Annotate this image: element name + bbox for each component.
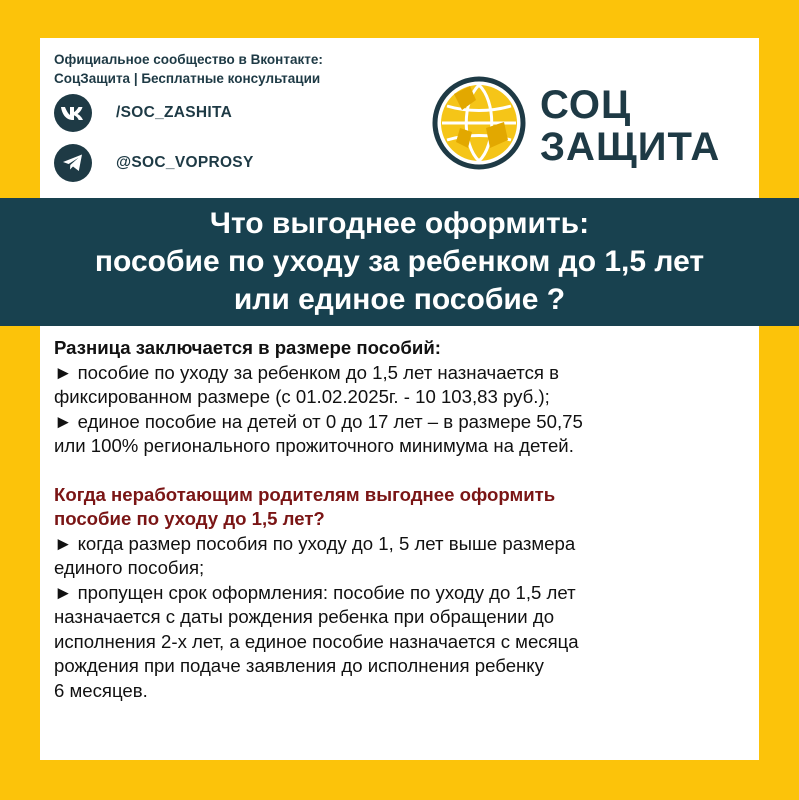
- section-2-line: ► когда размер пособия по уходу до 1, 5 лет выше размера: [54, 532, 576, 554]
- section-2-heading-line-2: пособие по уходу до 1,5 лет?: [54, 508, 325, 529]
- section-2-line: рождения при подаче заявления до исполнения ребенку: [54, 655, 544, 676]
- title-line-2: пособие по уходу за ребенком до 1,5 лет: [94, 245, 705, 278]
- vk-handle: /SOC_ZASHITA: [116, 104, 233, 121]
- community-title-line-1: Официальное сообщество в Вконтакте:: [54, 52, 323, 67]
- community-title: [54, 50, 323, 88]
- section-1-line: или 100% регионального прожиточного минимума на детей.: [54, 435, 574, 456]
- section-1-line: фиксированном размере (с 01.02.2025г. - 10 103,83 руб.);: [54, 386, 550, 407]
- section-2-line: назначается с даты рождения ребенка при обращении до: [54, 606, 555, 627]
- vk-icon: [54, 94, 92, 132]
- telegram-link[interactable]: [54, 144, 254, 182]
- section-1-line: ► единое пособие на детей от 0 до 17 лет – в размере 50,75: [54, 410, 583, 432]
- section-2-line: 6 месяцев.: [54, 679, 148, 701]
- vk-link[interactable]: [54, 94, 232, 132]
- telegram-icon: [54, 144, 92, 182]
- community-title-line-2: СоцЗащита | Бесплатные консультации: [54, 71, 321, 86]
- globe-logo-icon: [432, 76, 526, 175]
- section-1-line: ► пособие по уходу за ребенком до 1,5 лет назначается в: [54, 361, 559, 383]
- telegram-handle: @SOC_VOPROSY: [116, 154, 254, 171]
- section-2-line: ► пропущен срок оформления: пособие по уходу до 1,5 лет: [54, 581, 576, 603]
- title-band: [0, 198, 799, 326]
- section-1-heading: Разница заключается в размере пособий:: [54, 337, 441, 358]
- section-2-line: единого пособия;: [54, 557, 205, 578]
- title-line-3: или единое пособие ?: [233, 283, 566, 316]
- page-title: [95, 205, 704, 319]
- logo-line-1: СОЦ: [540, 82, 632, 127]
- logo: [432, 76, 720, 175]
- section-2-heading-line-1: Когда неработающим родителям выгоднее оформить: [54, 483, 556, 505]
- title-line-1: Что выгоднее оформить:: [209, 207, 590, 240]
- header: [40, 38, 759, 198]
- body-text: [54, 336, 744, 703]
- section-gap: [54, 459, 744, 483]
- logo-text: [540, 84, 720, 168]
- section-2-line: исполнения 2-х лет, а единое пособие назначается с месяца: [54, 630, 579, 652]
- logo-line-2: ЗАЩИТА: [540, 124, 721, 169]
